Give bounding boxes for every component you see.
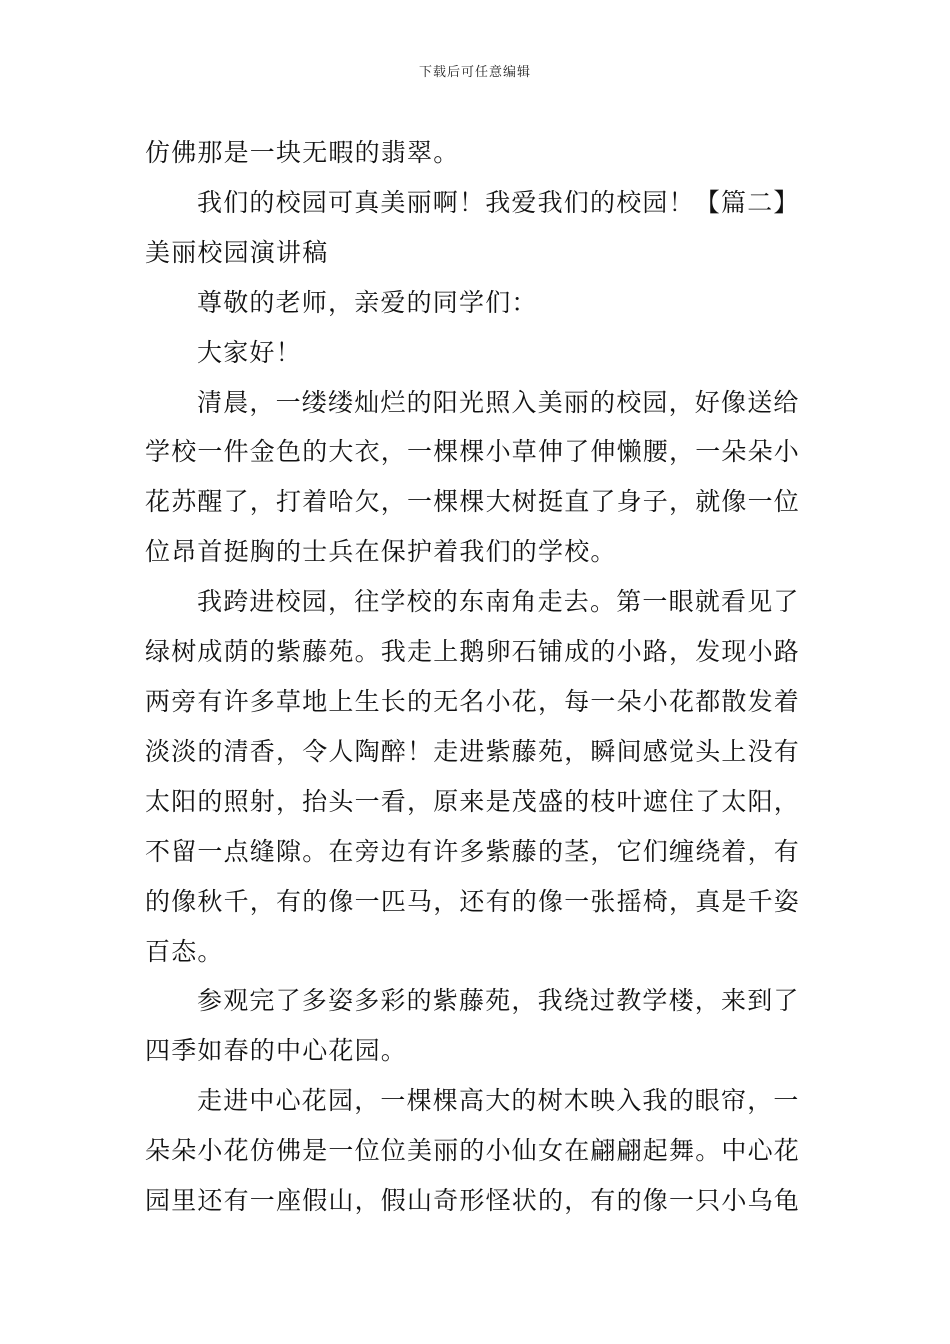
text-line: 美丽校园演讲稿 (145, 237, 329, 267)
text-line: 我跨进校园，往学校的东南角走去。第一眼就看见了 (197, 587, 800, 617)
text-line: 绿树成荫的紫藤苑。我走上鹅卵石铺成的小路，发现小路 (145, 637, 801, 667)
text-line: 两旁有许多草地上生长的无名小花，每一朵小花都散发着 (145, 686, 801, 716)
text-line: 园里还有一座假山，假山奇形怪状的，有的像一只小乌龟 (145, 1186, 801, 1216)
page-header-note: 下载后可任意编辑 (418, 65, 531, 80)
text-line: 参观完了多姿多彩的紫藤苑，我绕过教学楼，来到了 (197, 986, 800, 1016)
text-line: 尊敬的老师，亲爱的同学们： (197, 287, 538, 317)
text-line: 仿佛那是一块无暇的翡翠。 (145, 138, 460, 167)
text-line: 淡淡的清香，令人陶醉！走进紫藤苑，瞬间感觉头上没有 (145, 736, 801, 766)
text-line: 位昂首挺胸的士兵在保护着我们的学校。 (145, 537, 617, 567)
text-line: 我们的校园可真美丽啊！我爱我们的校园！【篇二】 (197, 187, 800, 217)
text-line: 朵朵小花仿佛是一位位美丽的小仙女在翩翩起舞。中心花 (145, 1136, 801, 1166)
text-line: 的像秋千，有的像一匹马，还有的像一张摇椅，真是千姿 (145, 886, 801, 916)
text-line: 百态。 (145, 936, 224, 966)
text-line: 四季如春的中心花园。 (145, 1036, 408, 1066)
text-line: 大家好！ (197, 337, 302, 367)
document-body (145, 128, 810, 1226)
text-line: 太阳的照射，抬头一看，原来是茂盛的枝叶遮住了太阳， (145, 786, 801, 816)
text-line: 学校一件金色的大衣，一棵棵小草伸了伸懒腰，一朵朵小 (145, 437, 801, 467)
text-line: 清晨，一缕缕灿烂的阳光照入美丽的校园，好像送给 (197, 387, 800, 417)
text-line: 走进中心花园，一棵棵高大的树木映入我的眼帘，一 (197, 1086, 800, 1116)
text-line: 不留一点缝隙。在旁边有许多紫藤的茎，它们缠绕着，有 (145, 836, 801, 866)
text-line: 花苏醒了，打着哈欠，一棵棵大树挺直了身子，就像一位 (145, 487, 801, 517)
